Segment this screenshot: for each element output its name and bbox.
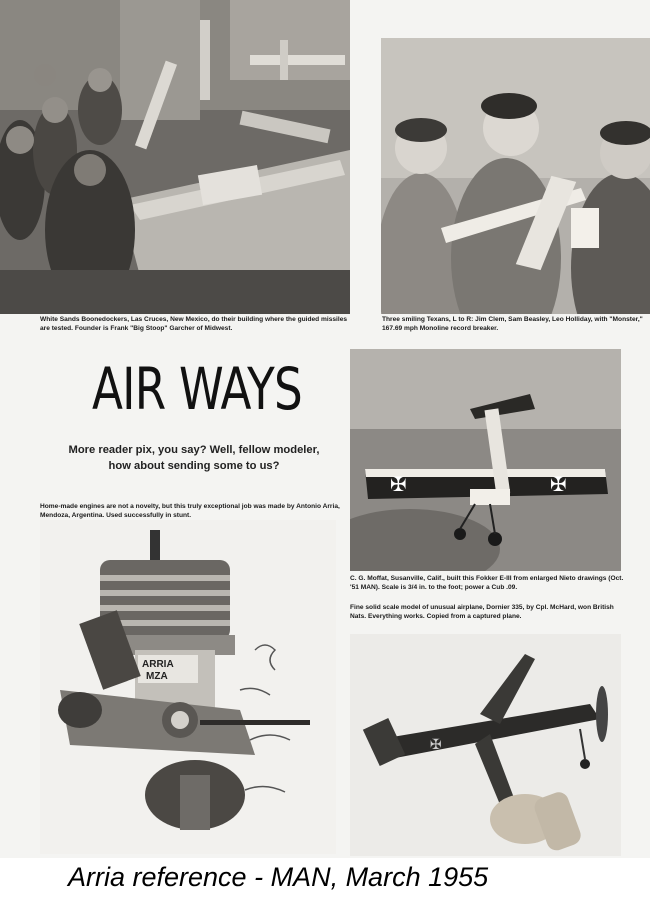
svg-text:✠: ✠ — [390, 472, 407, 496]
fokker-caption: C. G. Moffat, Susanville, Calif., built this Fokker E-III from enlarged Nieto drawings (Oct. '51 MAN). Scale is 3/4 in. to the foot; power a Cub .09. — [350, 575, 624, 591]
engine-stamp-2: MZA — [146, 671, 168, 682]
texans-photo — [381, 38, 650, 314]
engine-stamp-1: ARRIA — [142, 659, 174, 670]
footer-reference: Arria reference - MAN, March 1955 — [68, 862, 489, 892]
svg-text:✠: ✠ — [550, 472, 567, 496]
fokker-photo — [350, 349, 621, 571]
texans-caption: Three smiling Texans, L to R: Jim Clem, Sam Beasley, Leo Holliday, with "Monster," 167.69 mph Monoline record breaker. — [382, 316, 643, 332]
dornier-photo — [350, 634, 621, 856]
dornier-caption: Fine solid scale model of unusual airplane, Dornier 335, by Cpl. McHard, won British Nats. Everything works. Copied from a captured plane. — [350, 604, 614, 620]
engine-caption: Home-made engines are not a novelty, but this truly exceptional job was made by Antonio Arria, Mendoza, Argentina. Used successfully in stunt. — [40, 503, 340, 519]
intro-text: More reader pix, you say? Well, fellow modeler, how about sending some to us? — [68, 444, 320, 472]
page-title: AIR WAYS — [92, 355, 302, 423]
svg-text:✠: ✠ — [430, 737, 442, 753]
engine-photo — [40, 520, 336, 854]
workshop-caption: White Sands Boonedockers, Las Cruces, New Mexico, do their building where the guided missiles are tested. Founder is Frank "Big Stoop" Garcher of Midwest. — [40, 316, 348, 332]
workshop-photo — [0, 0, 350, 314]
